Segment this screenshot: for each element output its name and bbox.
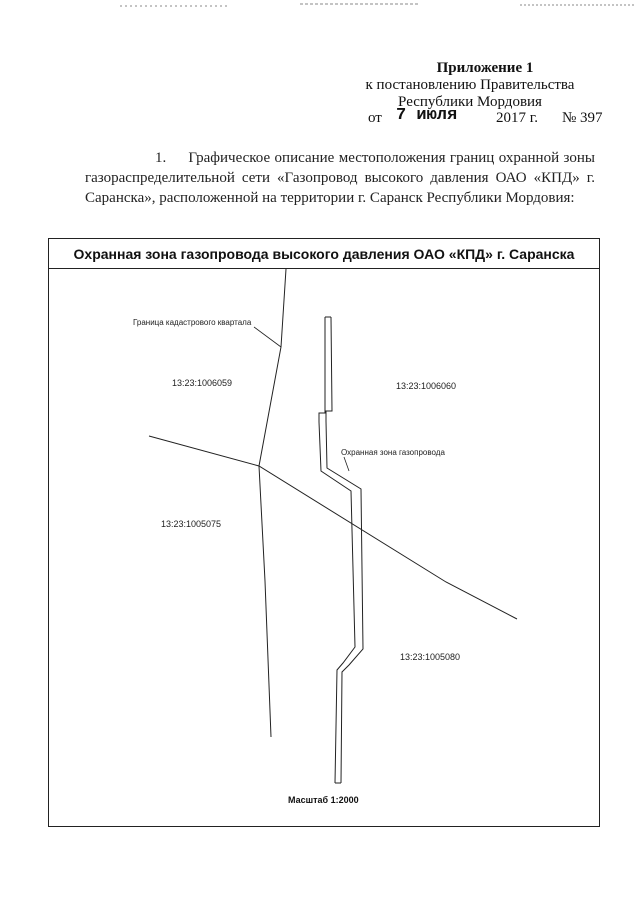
parcel-label-1006060: 13:23:1006060 <box>396 381 457 391</box>
zone-label-leader <box>344 457 349 471</box>
map-frame <box>48 238 600 827</box>
zone-outline-right <box>326 317 363 783</box>
appendix-line-resolution: к постановлению Правительства <box>365 77 575 93</box>
parcel-label-1005075: 13:23:1005075 <box>161 519 222 529</box>
paragraph-text: Графическое описание местоположения границ охранной зоны газораспределительной сети «Газопровод высокого давления ОАО «КПД» г. Саранска», расположенной на территории г. Саранск Республики Мордовия: <box>85 150 595 206</box>
quarter-border-lower <box>259 466 271 737</box>
description-paragraph <box>85 148 595 208</box>
date-day-month: 7 июля <box>396 106 458 125</box>
scan-artifact-top <box>0 0 640 14</box>
quarter-border-upper <box>259 269 286 466</box>
quarter-border-label: Граница кадастрового квартала <box>133 318 252 327</box>
document-number: № 397 <box>562 110 603 126</box>
zone-label: Охранная зона газопровода <box>341 448 445 457</box>
date-line <box>368 106 608 130</box>
zone-outline-left <box>319 317 355 783</box>
parcel-label-1006059: 13:23:1006059 <box>172 378 233 388</box>
paragraph-number: 1. <box>155 150 167 166</box>
map-scale: Масштаб 1:2000 <box>288 795 359 805</box>
map-title: Охранная зона газопровода высокого давления ОАО «КПД» г. Саранска <box>49 239 599 269</box>
date-prefix: от <box>368 110 382 126</box>
appendix-header <box>300 60 600 111</box>
appendix-line-republic: Республики Мордовия <box>398 94 542 110</box>
parcel-label-1005080: 13:23:1005080 <box>400 652 461 662</box>
border-label-leader <box>254 327 281 347</box>
date-year: 2017 г. <box>496 110 538 126</box>
map-drawing <box>49 239 601 828</box>
appendix-title: Приложение 1 <box>436 60 534 76</box>
